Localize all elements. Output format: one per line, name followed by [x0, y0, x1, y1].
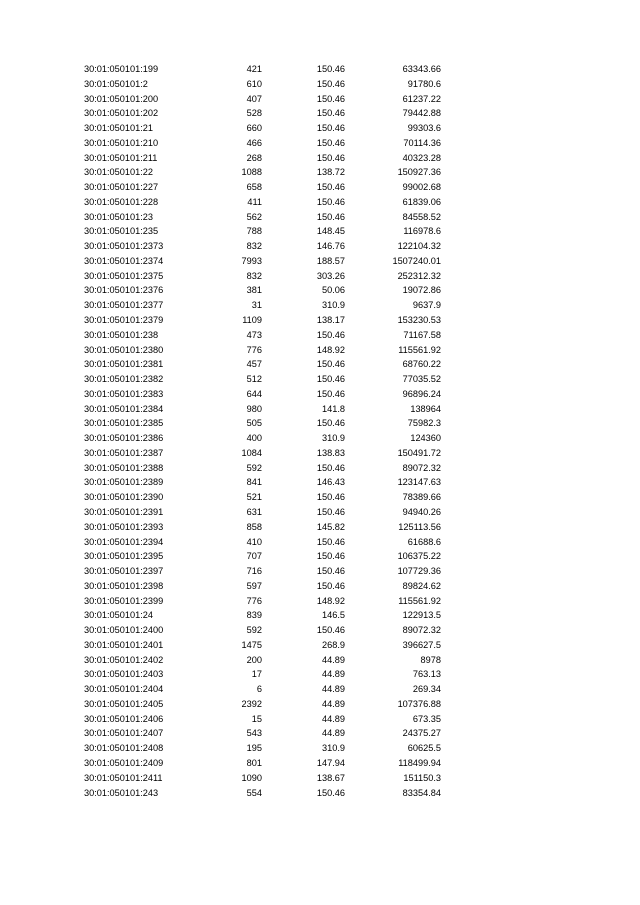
area-cell: 801: [246, 757, 262, 768]
rate-cell: 147.94: [316, 757, 345, 768]
value-cell: 107729.36: [397, 566, 441, 577]
value-cell: 269.34: [412, 684, 441, 695]
cadastral-number-cell: 30:01:050101:2391: [84, 506, 164, 517]
value-cell: 96896.24: [402, 388, 441, 399]
table-row: [0, 667, 640, 682]
value-cell: 79442.88: [402, 108, 441, 119]
rate-cell: 44.89: [322, 698, 345, 709]
cadastral-number-cell: 30:01:050101:210: [84, 137, 159, 148]
value-cell: 89072.32: [402, 462, 441, 473]
table-row: [0, 224, 640, 239]
cadastral-number-cell: 30:01:050101:199: [84, 64, 159, 74]
cadastral-value-table: [0, 62, 640, 800]
table-row: [0, 387, 640, 402]
table-row: [0, 608, 640, 623]
cadastral-number-cell: 30:01:050101:2408: [84, 743, 164, 754]
value-cell: 24375.27: [402, 728, 441, 739]
area-cell: 505: [246, 418, 262, 429]
value-cell: 125113.56: [398, 521, 441, 532]
rate-cell: 44.89: [322, 654, 345, 665]
area-cell: 410: [246, 536, 262, 547]
cadastral-number-cell: 30:01:050101:2395: [84, 551, 164, 562]
cadastral-number-cell: 30:01:050101:2382: [84, 374, 164, 385]
rate-cell: 150.46: [316, 506, 345, 517]
value-cell: 61688.6: [407, 536, 441, 547]
rate-cell: 150.46: [316, 551, 345, 562]
area-cell: 716: [246, 566, 262, 577]
value-cell: 151150.3: [403, 772, 441, 783]
table-row: [0, 180, 640, 195]
cadastral-number-cell: 30:01:050101:211: [84, 152, 158, 163]
rate-cell: 150.46: [316, 625, 345, 636]
area-cell: 707: [246, 551, 262, 562]
rate-cell: 44.89: [322, 684, 345, 695]
rate-cell: 268.9: [322, 639, 345, 650]
area-cell: 597: [246, 580, 262, 591]
table-row: [0, 461, 640, 476]
rate-cell: 44.89: [322, 728, 345, 739]
table-row: [0, 623, 640, 638]
value-cell: 94940.26: [402, 506, 441, 517]
rate-cell: 146.5: [322, 610, 345, 621]
cadastral-number-cell: 30:01:050101:228: [84, 196, 159, 207]
value-cell: 40323.28: [402, 152, 441, 163]
rate-cell: 138.67: [316, 772, 345, 783]
cadastral-number-cell: 30:01:050101:2407: [84, 728, 164, 739]
value-cell: 396627.5: [402, 639, 441, 650]
table-row: [0, 490, 640, 505]
value-cell: 138964: [410, 403, 441, 414]
value-cell: 60625.5: [407, 743, 441, 754]
rate-cell: 150.46: [316, 108, 345, 119]
cadastral-number-cell: 30:01:050101:2386: [84, 433, 164, 444]
cadastral-number-cell: 30:01:050101:2404: [84, 684, 164, 695]
cadastral-number-cell: 30:01:050101:2374: [84, 255, 164, 266]
area-cell: 610: [246, 78, 262, 89]
rate-cell: 150.46: [316, 359, 345, 370]
area-cell: 31: [251, 300, 262, 311]
table-row: [0, 328, 640, 343]
rate-cell: 44.89: [322, 713, 345, 724]
value-cell: 83354.84: [402, 787, 441, 798]
cadastral-number-cell: 30:01:050101:2405: [84, 698, 164, 709]
table-row: [0, 77, 640, 92]
value-cell: 68760.22: [402, 359, 441, 370]
area-cell: 457: [246, 359, 262, 370]
rate-cell: 150.46: [316, 329, 345, 340]
table-row: [0, 653, 640, 668]
value-cell: 78389.66: [402, 492, 441, 503]
table-row: [0, 535, 640, 550]
cadastral-number-cell: 30:01:050101:2394: [84, 536, 164, 547]
area-cell: 631: [246, 506, 262, 517]
value-cell: 61839.06: [402, 196, 441, 207]
value-cell: 150927.36: [397, 167, 441, 178]
area-cell: 554: [246, 787, 262, 798]
table-row: [0, 62, 640, 77]
area-cell: 788: [246, 226, 262, 237]
table-row: [0, 165, 640, 180]
area-cell: 407: [246, 93, 262, 104]
value-cell: 70114.36: [403, 137, 441, 148]
cadastral-number-cell: 30:01:050101:24: [84, 610, 153, 621]
table-row: [0, 594, 640, 609]
table-row: [0, 741, 640, 756]
cadastral-number-cell: 30:01:050101:2402: [84, 654, 164, 665]
rate-cell: 150.46: [316, 64, 345, 74]
table-row: [0, 520, 640, 535]
value-cell: 99002.68: [402, 182, 441, 193]
cadastral-number-cell: 30:01:050101:2411: [84, 772, 163, 783]
area-cell: 658: [246, 182, 262, 193]
rate-cell: 138.83: [316, 447, 345, 458]
table-row: [0, 402, 640, 417]
rate-cell: 146.43: [316, 477, 345, 488]
cadastral-number-cell: 30:01:050101:23: [84, 211, 153, 222]
area-cell: 1109: [242, 315, 262, 326]
cadastral-number-cell: 30:01:050101:2383: [84, 388, 164, 399]
rate-cell: 148.92: [316, 344, 345, 355]
area-cell: 841: [246, 477, 262, 488]
cadastral-number-cell: 30:01:050101:2400: [84, 625, 164, 636]
rate-cell: 44.89: [322, 669, 345, 680]
area-cell: 644: [246, 388, 262, 399]
value-cell: 71167.58: [403, 329, 441, 340]
area-cell: 776: [246, 344, 262, 355]
value-cell: 89072.32: [402, 625, 441, 636]
rate-cell: 138.17: [316, 315, 345, 326]
cadastral-number-cell: 30:01:050101:2401: [84, 639, 164, 650]
table-row: [0, 579, 640, 594]
cadastral-number-cell: 30:01:050101:227: [84, 182, 159, 193]
area-cell: 1088: [241, 167, 262, 178]
area-cell: 381: [246, 285, 262, 296]
table-row: [0, 372, 640, 387]
table-row: [0, 771, 640, 786]
table-row: [0, 431, 640, 446]
value-cell: 75982.3: [407, 418, 441, 429]
value-cell: 84558.52: [402, 211, 441, 222]
area-cell: 521: [246, 492, 262, 503]
table-row: [0, 210, 640, 225]
rate-cell: 150.46: [316, 462, 345, 473]
area-cell: 592: [246, 462, 262, 473]
table-row: [0, 726, 640, 741]
rate-cell: 150.46: [316, 137, 345, 148]
rate-cell: 150.46: [316, 78, 345, 89]
cadastral-number-cell: 30:01:050101:238: [84, 329, 159, 340]
rate-cell: 310.9: [322, 300, 345, 311]
table-row: [0, 151, 640, 166]
cadastral-number-cell: 30:01:050101:2377: [84, 300, 164, 311]
value-cell: 107376.88: [397, 698, 441, 709]
table-row: [0, 712, 640, 727]
value-cell: 123147.63: [397, 477, 441, 488]
area-cell: 543: [246, 728, 262, 739]
area-cell: 200: [246, 654, 262, 665]
value-cell: 19072.86: [402, 285, 441, 296]
value-cell: 673.35: [412, 713, 441, 724]
value-cell: 91780.6: [407, 78, 441, 89]
rate-cell: 150.46: [316, 787, 345, 798]
area-cell: 2392: [241, 698, 262, 709]
rate-cell: 138.72: [316, 167, 345, 178]
table-row: [0, 136, 640, 151]
value-cell: 115561.92: [398, 595, 441, 606]
value-cell: 115561.92: [398, 344, 441, 355]
cadastral-number-cell: 30:01:050101:2403: [84, 669, 164, 680]
value-cell: 77035.52: [402, 374, 441, 385]
value-cell: 122913.5: [402, 610, 441, 621]
cadastral-number-cell: 30:01:050101:2388: [84, 462, 164, 473]
area-cell: 466: [246, 137, 262, 148]
rate-cell: 150.46: [316, 152, 345, 163]
value-cell: 106375.22: [397, 551, 441, 562]
rate-cell: 150.46: [316, 374, 345, 385]
value-cell: 61237.22: [402, 93, 441, 104]
value-cell: 124360: [410, 433, 441, 444]
cadastral-number-cell: 30:01:050101:2376: [84, 285, 164, 296]
cadastral-number-cell: 30:01:050101:2406: [84, 713, 164, 724]
value-cell: 763.13: [412, 669, 441, 680]
area-cell: 17: [251, 669, 262, 680]
cadastral-number-cell: 30:01:050101:2385: [84, 418, 164, 429]
cadastral-number-cell: 30:01:050101:2379: [84, 315, 164, 326]
table-row: [0, 121, 640, 136]
cadastral-number-cell: 30:01:050101:2393: [84, 521, 164, 532]
rate-cell: 303.26: [316, 270, 345, 281]
table-row: [0, 269, 640, 284]
rate-cell: 150.46: [316, 196, 345, 207]
rate-cell: 148.92: [316, 595, 345, 606]
cadastral-number-cell: 30:01:050101:2: [84, 78, 148, 89]
value-cell: 9637.9: [412, 300, 441, 311]
area-cell: 7993: [241, 255, 262, 266]
area-cell: 1084: [241, 447, 262, 458]
area-cell: 528: [246, 108, 262, 119]
area-cell: 1475: [241, 639, 262, 650]
area-cell: 421: [246, 64, 262, 74]
rate-cell: 150.46: [316, 536, 345, 547]
area-cell: 15: [251, 713, 262, 724]
value-cell: 153230.53: [397, 315, 441, 326]
area-cell: 776: [246, 595, 262, 606]
value-cell: 99303.6: [407, 123, 441, 134]
rate-cell: 146.76: [316, 241, 345, 252]
value-cell: 252312.32: [397, 270, 441, 281]
area-cell: 6: [256, 684, 262, 695]
rate-cell: 150.46: [316, 388, 345, 399]
cadastral-number-cell: 30:01:050101:2384: [84, 403, 164, 414]
rate-cell: 50.06: [322, 285, 345, 296]
area-cell: 832: [246, 241, 262, 252]
table-row: [0, 697, 640, 712]
rate-cell: 150.46: [316, 182, 345, 193]
value-cell: 63343.66: [402, 64, 441, 74]
cadastral-number-cell: 30:01:050101:2397: [84, 566, 164, 577]
table-row: [0, 283, 640, 298]
rate-cell: 188.57: [316, 255, 345, 266]
cadastral-number-cell: 30:01:050101:2380: [84, 344, 164, 355]
cadastral-number-cell: 30:01:050101:200: [84, 93, 159, 104]
rate-cell: 145.82: [316, 521, 345, 532]
value-cell: 116978.6: [403, 226, 441, 237]
table-row: [0, 505, 640, 520]
table-row: [0, 564, 640, 579]
cadastral-number-cell: 30:01:050101:2409: [84, 757, 164, 768]
rate-cell: 150.46: [316, 93, 345, 104]
cadastral-number-cell: 30:01:050101:235: [84, 226, 159, 237]
rate-cell: 150.46: [316, 492, 345, 503]
table-row: [0, 786, 640, 801]
rate-cell: 310.9: [322, 433, 345, 444]
rate-cell: 148.45: [316, 226, 345, 237]
rate-cell: 150.46: [316, 211, 345, 222]
table-row: [0, 475, 640, 490]
area-cell: 195: [246, 743, 262, 754]
value-cell: 8978: [420, 654, 441, 665]
cadastral-number-cell: 30:01:050101:202: [84, 108, 159, 119]
table-row: [0, 313, 640, 328]
value-cell: 89824.62: [402, 580, 441, 591]
area-cell: 473: [246, 329, 262, 340]
value-cell: 150491.72: [397, 447, 441, 458]
area-cell: 411: [247, 196, 262, 207]
area-cell: 512: [246, 374, 262, 385]
value-cell: 1507240.01: [392, 255, 441, 266]
rate-cell: 141.8: [322, 403, 345, 414]
value-cell: 122104.32: [397, 241, 441, 252]
rate-cell: 150.46: [316, 580, 345, 591]
table-row: [0, 106, 640, 121]
area-cell: 562: [246, 211, 262, 222]
cadastral-number-cell: 30:01:050101:21: [84, 123, 153, 134]
cadastral-number-cell: 30:01:050101:2399: [84, 595, 164, 606]
cadastral-number-cell: 30:01:050101:2375: [84, 270, 164, 281]
table-row: [0, 195, 640, 210]
rate-cell: 150.46: [316, 566, 345, 577]
table-row: [0, 416, 640, 431]
rate-cell: 310.9: [322, 743, 345, 754]
cadastral-number-cell: 30:01:050101:2390: [84, 492, 164, 503]
area-cell: 980: [246, 403, 262, 414]
area-cell: 592: [246, 625, 262, 636]
cadastral-number-cell: 30:01:050101:2373: [84, 241, 164, 252]
area-cell: 660: [246, 123, 262, 134]
cadastral-number-cell: 30:01:050101:2387: [84, 447, 164, 458]
table-row: [0, 92, 640, 107]
table-row: [0, 343, 640, 358]
cadastral-number-cell: 30:01:050101:2389: [84, 477, 164, 488]
area-cell: 858: [246, 521, 262, 532]
table-row: [0, 254, 640, 269]
area-cell: 268: [246, 152, 262, 163]
rate-cell: 150.46: [316, 123, 345, 134]
table-row: [0, 446, 640, 461]
cadastral-number-cell: 30:01:050101:243: [84, 787, 159, 798]
cadastral-number-cell: 30:01:050101:2398: [84, 580, 164, 591]
cadastral-number-cell: 30:01:050101:22: [84, 167, 153, 178]
table-row: [0, 549, 640, 564]
area-cell: 1090: [241, 772, 262, 783]
cadastral-number-cell: 30:01:050101:2381: [84, 359, 164, 370]
table-row: [0, 638, 640, 653]
table-row: [0, 756, 640, 771]
area-cell: 832: [246, 270, 262, 281]
table-row: [0, 239, 640, 254]
area-cell: 839: [246, 610, 262, 621]
area-cell: 400: [246, 433, 262, 444]
table-row: [0, 298, 640, 313]
rate-cell: 150.46: [316, 418, 345, 429]
table-row: [0, 357, 640, 372]
value-cell: 118499.94: [398, 757, 441, 768]
table-row: [0, 682, 640, 697]
